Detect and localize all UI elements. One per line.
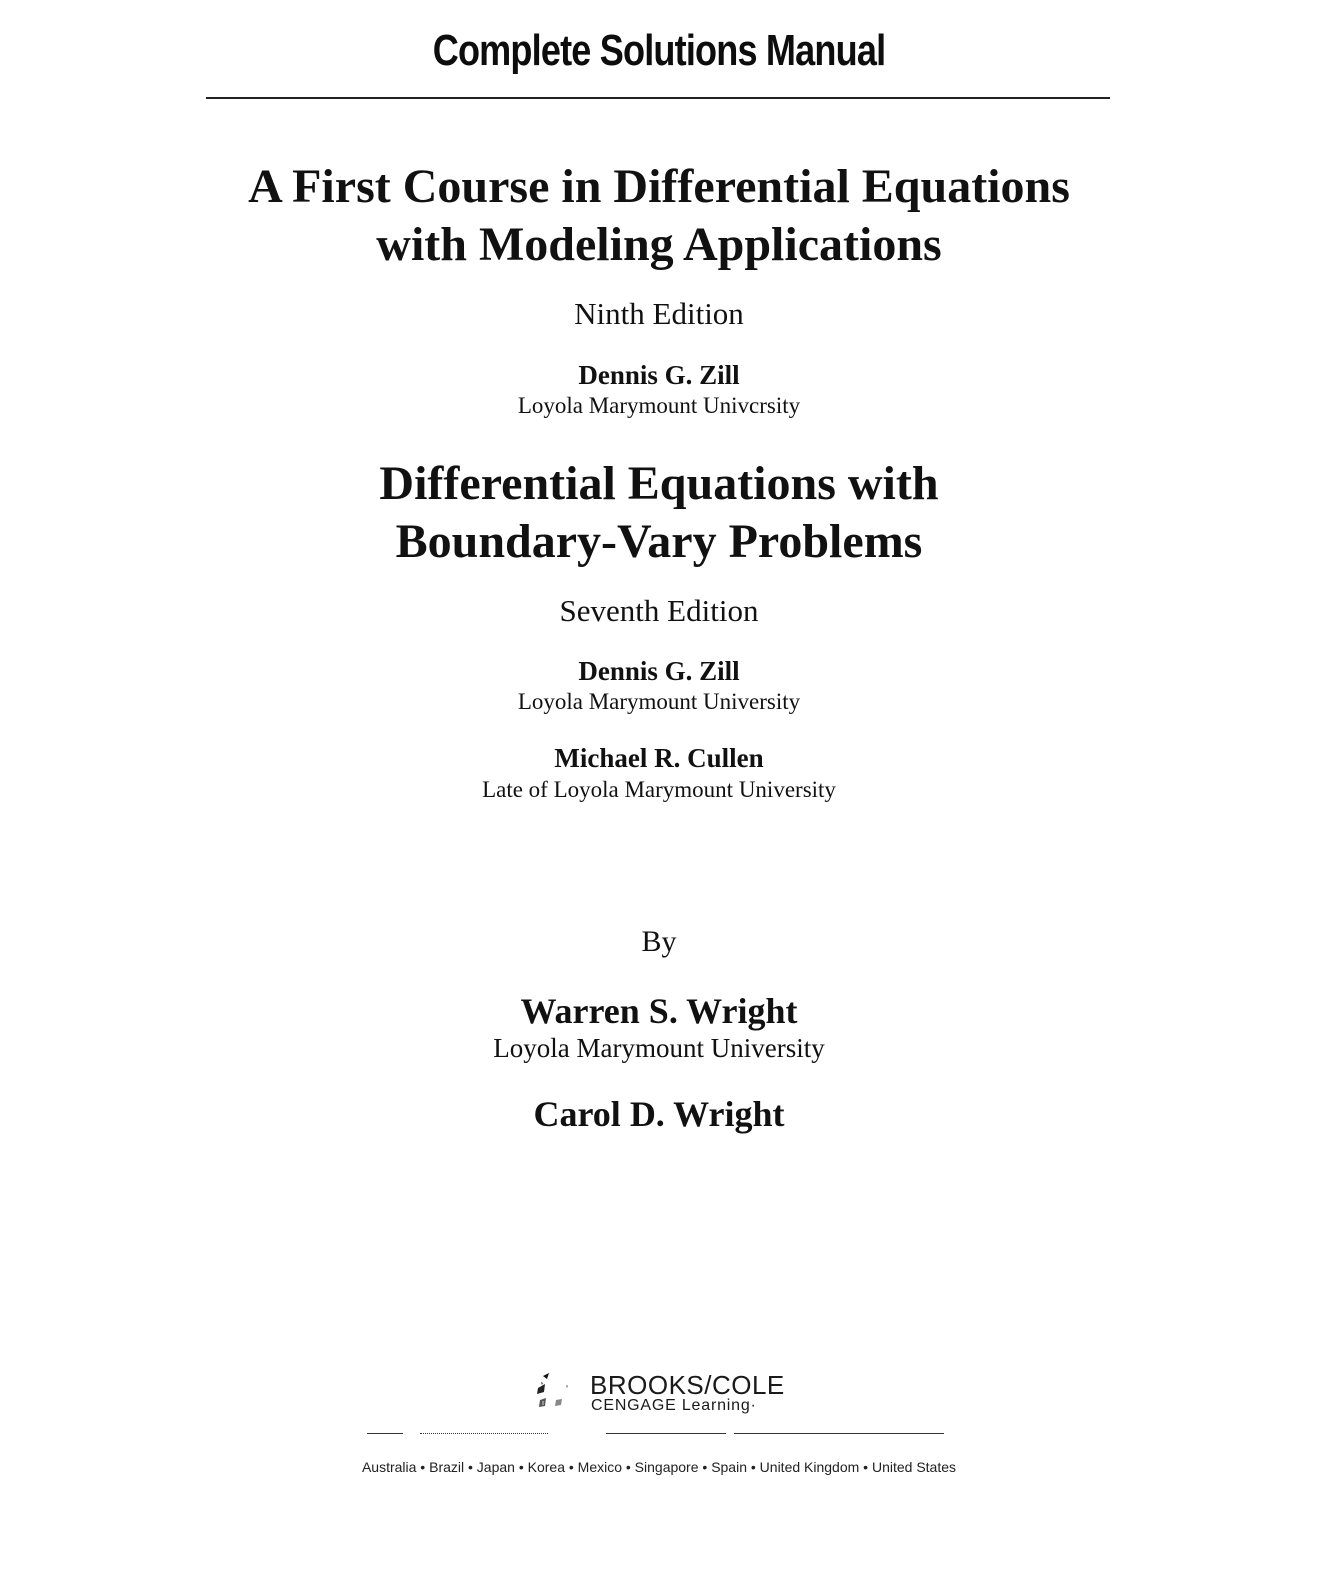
book1-title-line2: with Modeling Applications <box>376 218 942 271</box>
book2-author1: Dennis G. Zill <box>578 656 740 686</box>
brand-name: BROOKS/COLE <box>590 1370 785 1400</box>
brand-sub <box>591 1397 757 1415</box>
book2-title-line1: Differential Equations with <box>379 457 939 510</box>
book2-author2: Michael R. Cullen <box>554 743 764 773</box>
solutions-author2: Carol D. Wright <box>533 1094 785 1134</box>
book1-edition: Ninth Edition <box>574 296 744 331</box>
book2-edition: Seventh Edition <box>559 593 759 628</box>
solutions-affiliation1: Loyola Marymount University <box>493 1033 825 1063</box>
footer-divider <box>734 1433 944 1434</box>
footer-divider <box>367 1433 403 1434</box>
trademark-mark: · <box>750 1397 757 1414</box>
by-label: By <box>641 925 677 958</box>
footer-divider <box>606 1433 726 1434</box>
header-divider <box>206 97 1110 99</box>
book2-title-line2: Boundary-Vary Problems <box>395 515 923 568</box>
book2-affiliation2: Late of Loyola Marymount University <box>482 777 836 802</box>
solutions-author1: Warren S. Wright <box>520 991 798 1031</box>
manual-title: Complete Solutions Manual <box>432 26 886 75</box>
book1-author: Dennis G. Zill <box>578 360 740 390</box>
publisher-logo <box>530 1370 790 1420</box>
book2-affiliation1: Loyola Marymount University <box>517 689 801 714</box>
brand-sub-text: CENGAGE Learning <box>591 1397 751 1414</box>
book1-title-line1: A First Course in Differential Equations <box>248 160 1070 213</box>
footer-divider <box>420 1433 548 1434</box>
brooks-cole-logo-icon <box>530 1370 582 1418</box>
publisher-countries: Australia • Brazil • Japan • Korea • Mexico • Singapore • Spain • United Kingdom • United States <box>361 1459 957 1475</box>
book1-affiliation: Loyola Marymount Univcrsity <box>517 393 801 418</box>
